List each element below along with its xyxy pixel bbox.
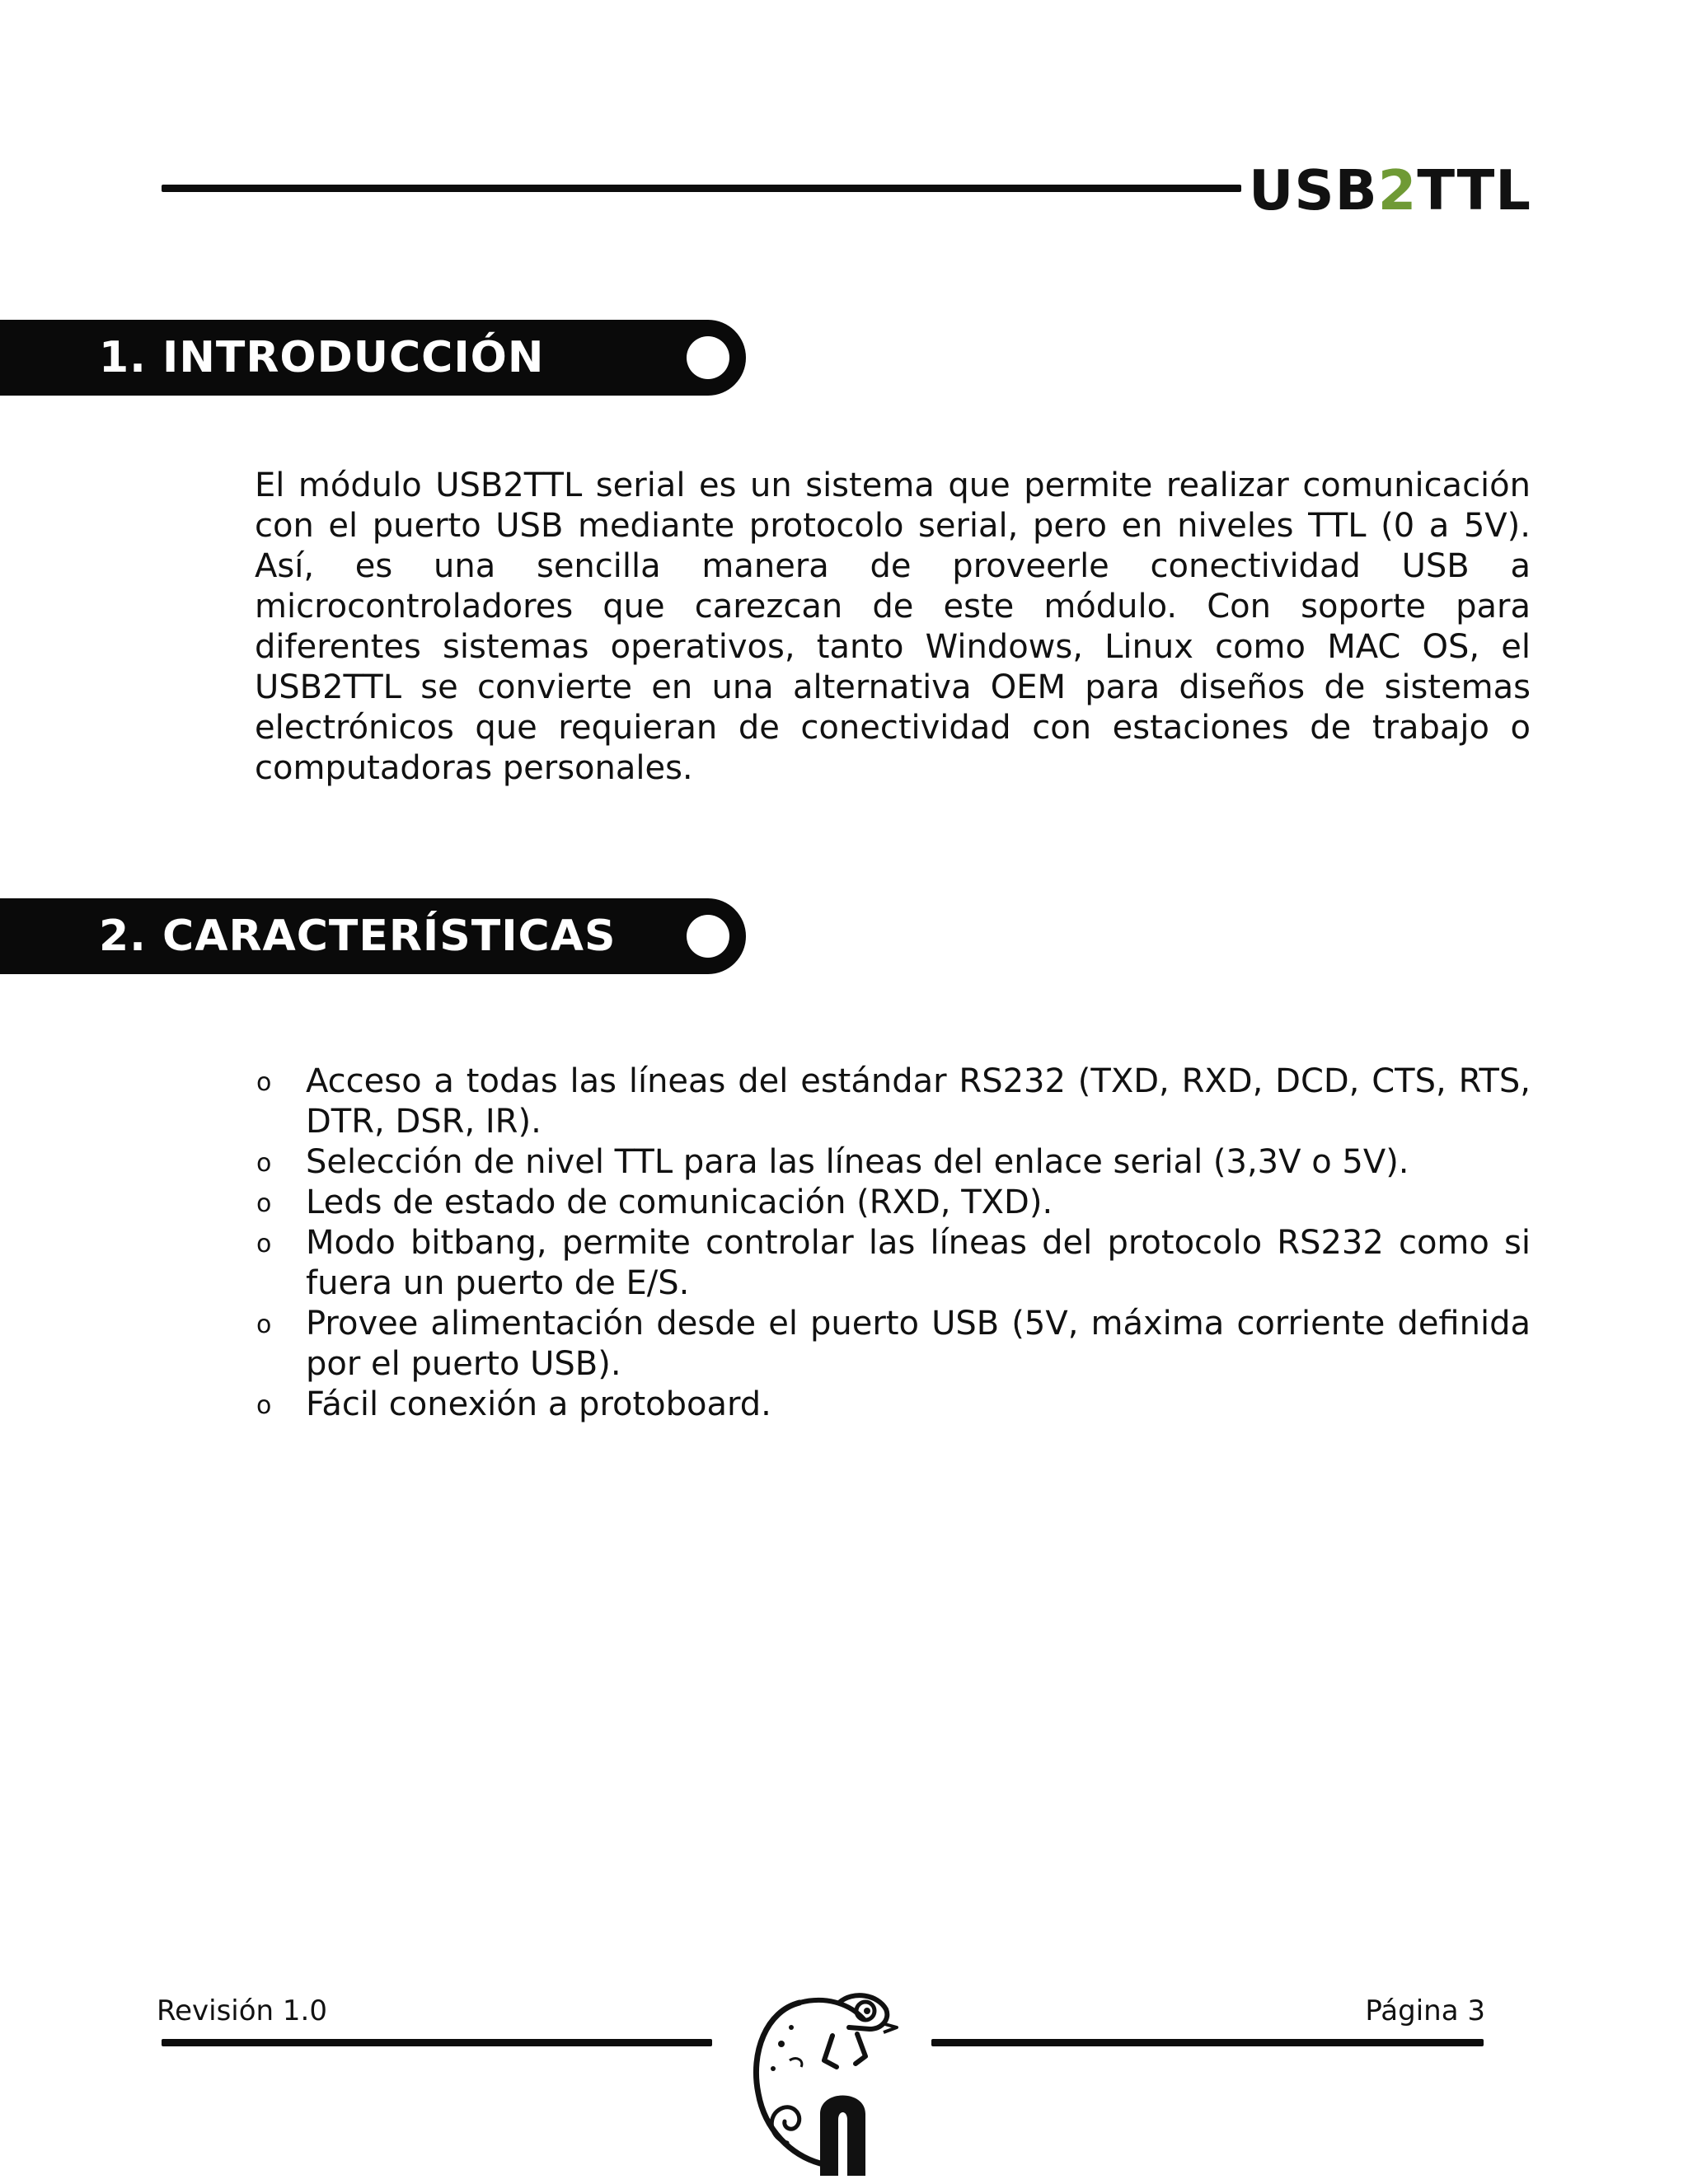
section-heading-caracteristicas	[0, 898, 746, 974]
revision-label: Revisión 1.0	[157, 1994, 327, 2027]
features-list	[255, 1062, 1531, 1425]
bullet-circle-icon: o	[256, 1230, 272, 1258]
list-item: o Selección de nivel TTL para las líneas del enlace serial (3,3V o 5V).	[255, 1142, 1531, 1183]
bullet-circle-icon: o	[256, 1391, 272, 1420]
bullet-circle-icon: o	[256, 1310, 272, 1339]
bullet-circle-icon: o	[256, 1068, 272, 1097]
list-item: o Fácil conexión a protoboard.	[255, 1385, 1531, 1425]
footer-rule-right	[931, 2039, 1484, 2046]
list-item: o Provee alimentación desde el puerto USB (5V, máxima corriente definida por el puerto USB).	[256, 1305, 1531, 1383]
header-rule	[162, 185, 1241, 192]
bullet-circle-icon: o	[256, 1189, 272, 1218]
footer-rule-left	[162, 2039, 712, 2046]
heading-dot-icon	[687, 915, 729, 958]
list-item: o Modo bitbang, permite controlar las líneas del protocolo RS232 como si fuera un puerto de E/S.	[256, 1224, 1531, 1302]
page-number: Página 3	[1365, 1994, 1485, 2027]
section-heading-introduccion	[0, 320, 746, 396]
document-title: USB2TTL	[1249, 158, 1531, 223]
list-item: o Acceso a todas las líneas del estándar RS232 (TXD, RXD, DCD, CTS, RTS, DTR, DSR, IR).	[256, 1062, 1531, 1141]
heading-dot-icon	[687, 336, 729, 379]
section-heading-label: 2. CARACTERÍSTICAS	[99, 912, 617, 961]
bullet-circle-icon: o	[256, 1149, 272, 1178]
list-item: o Leds de estado de comunicación (RXD, TXD).	[255, 1183, 1531, 1223]
chameleon-logo-icon	[742, 1978, 907, 2176]
section-heading-label: 1. INTRODUCCIÓN	[99, 333, 545, 382]
intro-paragraph: El módulo USB2TTL serial es un sistema que permite realizar comunicación con el puerto USB mediante protocolo serial, pero en niveles TTL (0 a 5V). Así, es una sencilla manera de proveerle conectividad USB a microcontroladores que carezcan de este módulo. Con soporte para diferentes sistemas operativos, tanto Windows, Linux como MAC OS, el USB2TTL se convierte en una alternativa OEM para diseños de sistemas electrónicos que requieran de conectividad con estaciones de trabajo o computadoras personales.	[255, 466, 1531, 787]
